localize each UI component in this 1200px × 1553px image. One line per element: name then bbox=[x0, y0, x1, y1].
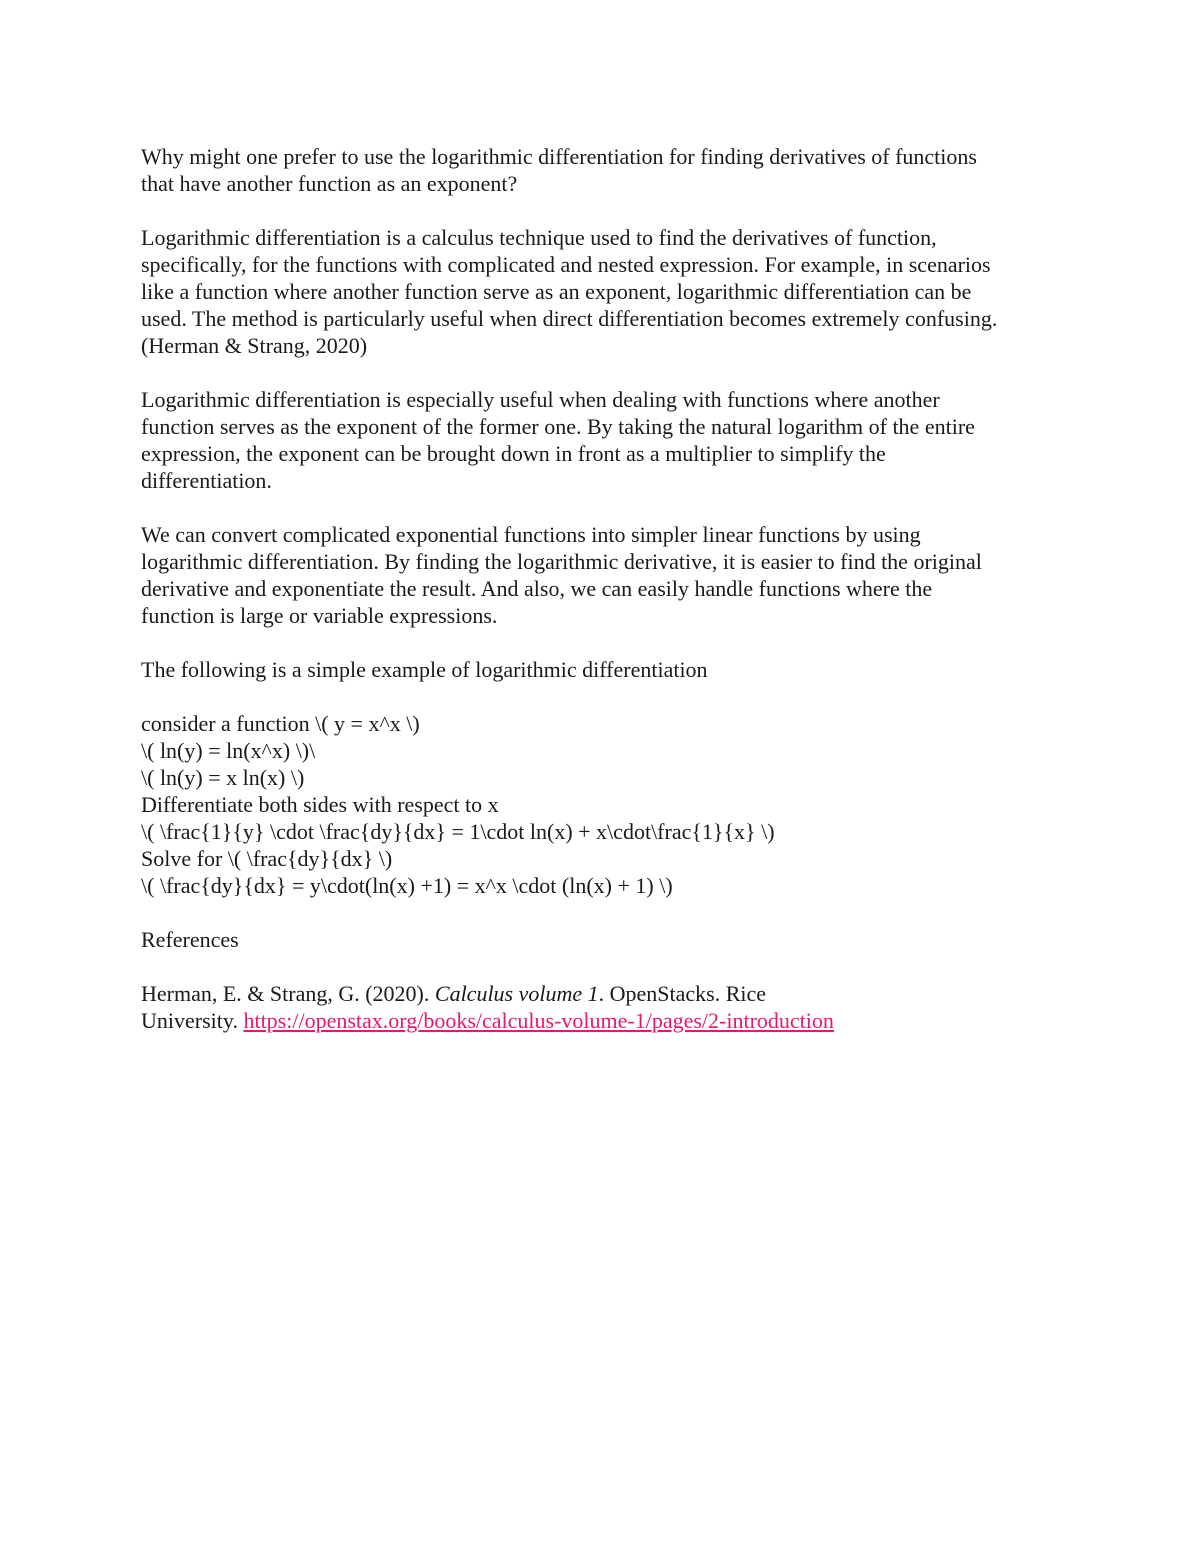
math-line: Differentiate both sides with respect to x bbox=[141, 792, 499, 817]
text-line: like a function where another function serve as an exponent, logarithmic differentiation can be bbox=[141, 279, 972, 304]
text-line: We can convert complicated exponential functions into simpler linear functions by using bbox=[141, 522, 921, 547]
text-line: Logarithmic differentiation is especially useful when dealing with functions where another bbox=[141, 387, 940, 412]
document-body bbox=[141, 143, 1071, 1061]
text-line: function serves as the exponent of the former one. By taking the natural logarithm of the entire bbox=[141, 414, 975, 439]
example-derivation bbox=[141, 710, 1071, 899]
text-line: function is large or variable expressions. bbox=[141, 603, 498, 628]
paragraph-2 bbox=[141, 386, 1071, 494]
references-heading bbox=[141, 926, 1071, 953]
math-line: \( \frac{1}{y} \cdot \frac{dy}{dx} = 1\cdot ln(x) + x\cdot\frac{1}{x} \) bbox=[141, 819, 775, 844]
example-intro bbox=[141, 656, 1071, 683]
reference-institution: University. bbox=[141, 1008, 244, 1033]
math-line: consider a function \( y = x^x \) bbox=[141, 711, 420, 736]
text-line: derivative and exponentiate the result. And also, we can easily handle functions where the bbox=[141, 576, 933, 601]
math-line: \( ln(y) = ln(x^x) \)\ bbox=[141, 738, 316, 763]
text-line: Why might one prefer to use the logarithmic differentiation for finding derivatives of functions bbox=[141, 144, 977, 169]
text-line: Logarithmic differentiation is a calculus technique used to find the derivatives of function, bbox=[141, 225, 937, 250]
math-line: Solve for \( \frac{dy}{dx} \) bbox=[141, 846, 393, 871]
math-line: \( \frac{dy}{dx} = y\cdot(ln(x) +1) = x^x \cdot (ln(x) + 1) \) bbox=[141, 873, 673, 898]
paragraph-3 bbox=[141, 521, 1071, 629]
reference-entry bbox=[141, 980, 1071, 1034]
text-line: (Herman & Strang, 2020) bbox=[141, 333, 368, 358]
text-line: The following is a simple example of logarithmic differentiation bbox=[141, 657, 708, 682]
math-line: \( ln(y) = x ln(x) \) bbox=[141, 765, 305, 790]
text-line: that have another function as an exponent? bbox=[141, 171, 518, 196]
reference-line-1 bbox=[141, 980, 1071, 1007]
text-line: specifically, for the functions with complicated and nested expression. For example, in scenarios bbox=[141, 252, 991, 277]
text-line: expression, the exponent can be brought down in front as a multiplier to simplify the bbox=[141, 441, 886, 466]
section-heading: References bbox=[141, 927, 239, 952]
reference-authors: Herman, E. & Strang, G. (2020). bbox=[141, 981, 435, 1006]
reference-link[interactable]: https://openstax.org/books/calculus-volume-1/pages/2-introduction bbox=[243, 1008, 834, 1033]
question-paragraph bbox=[141, 143, 1071, 197]
text-line: used. The method is particularly useful when direct differentiation becomes extremely confusing. bbox=[141, 306, 998, 331]
reference-title: Calculus volume 1 bbox=[434, 981, 599, 1006]
reference-line-2 bbox=[141, 1007, 1071, 1034]
reference-publisher: . OpenStacks. Rice bbox=[598, 981, 767, 1006]
paragraph-1 bbox=[141, 224, 1071, 359]
text-line: logarithmic differentiation. By finding the logarithmic derivative, it is easier to find the original bbox=[141, 549, 982, 574]
text-line: differentiation. bbox=[141, 468, 272, 493]
